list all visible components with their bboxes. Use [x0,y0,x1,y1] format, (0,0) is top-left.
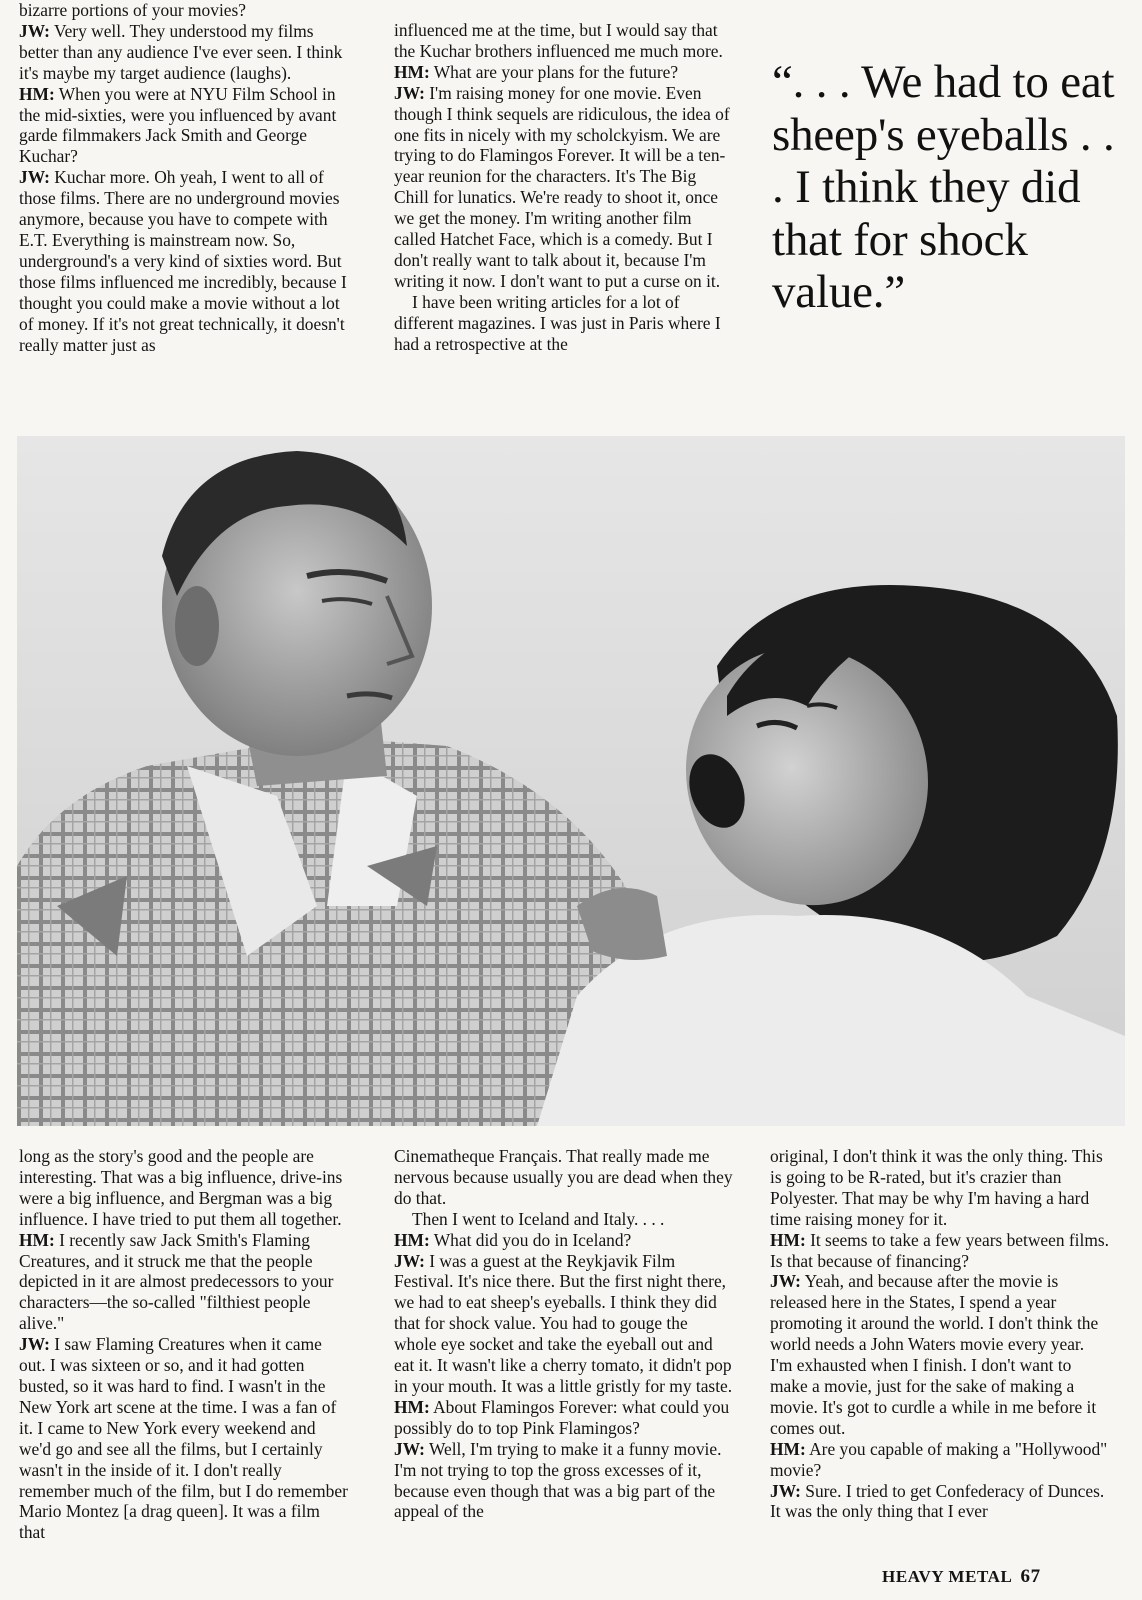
speaker-label: JW: [19,1334,50,1355]
film-still-photo [17,436,1125,1126]
speaker-label: JW: [770,1271,801,1292]
article-column-top-middle [394,20,734,355]
speaker-label: JW: [19,167,50,188]
speaker-label: JW: [394,82,425,103]
paragraph-text: Kuchar more. Oh yeah, I went to all of those films. There are no underground movies anymore, because you have to compete with E.T. Everything is mainstream now. So, underground's a very kind of sixties word. But those films influenced me incredibly, because I thought you could make a movie without a lot of money. If it's not great technically, it doesn't really matter just as [19,167,347,355]
article-paragraph [394,1230,734,1251]
article-paragraph [19,84,349,168]
speaker-label: HM: [394,61,430,82]
article-paragraph [770,1481,1110,1523]
article-paragraph [394,1209,734,1230]
paragraph-text: About Flamingos Forever: what could you possibly do to top Pink Flamingos? [394,1396,730,1438]
speaker-label: JW: [394,1438,425,1459]
article-paragraph [394,1251,734,1397]
paragraph-text: What did you do in Iceland? [429,1229,632,1250]
paragraph-text: I recently saw Jack Smith's Flaming Creatures, and it struck me that the people depicted in it are almost predecessors to your characters—the so-called "filthiest people alive." [19,1229,334,1334]
article-paragraph: influenced me at the time, but I would say that the Kuchar brothers influenced me much more. [394,20,723,61]
article-paragraph [394,292,734,355]
article-paragraph [19,167,349,355]
article-column-bottom-middle [394,1146,734,1522]
pull-quote: “. . . We had to eat sheep's eyeballs . . . I think they did that for shock value.” [772,56,1115,318]
paragraph-text: I saw Flaming Creatures when it came out. I was sixteen or so, and it had gotten busted, so it was hard to find. I wasn't in the New York art scene at the time. I was a fan of it. I came to New York every weekend and we'd go and see all the films, but I certainly wasn't in the inside of it. I don't really remember much of the film, but I do remember Mario Montez [a drag queen]. It was a film that [19,1334,348,1543]
paragraph-text: Are you capable of making a "Hollywood" movie? [770,1438,1108,1480]
paragraph-text: What are your plans for the future? [429,61,679,82]
page-number: 67 [1020,1566,1041,1587]
paragraph-text: I was a guest at the Reykjavik Film Festival. It's nice there. But the first night there, we had to eat sheep's eyeballs. I think they did that for shock value. You had to gouge the whole eye socket and take the eyeball out and eat it. It wasn't like a cherry tomato, it didn't pop in your mouth. It was a little gristly for my taste. [394,1250,733,1396]
article-paragraph [394,1397,734,1439]
paragraph-text: Well, I'm trying to make it a funny movie. I'm not trying to top the gross excesses of it, because even though that was a big part of the appeal of the [394,1438,722,1522]
article-paragraph [19,1334,349,1543]
paragraph-text: It seems to take a few years between films. Is that because of financing? [770,1229,1109,1271]
page-folio [882,1566,1122,1588]
article-paragraph [394,1439,734,1523]
article-paragraph: bizarre portions of your movies? [19,0,246,20]
article-paragraph: Cinematheque Français. That really made me nervous because usually you are dead when they do that. [394,1146,733,1208]
article-column-top-left [19,0,349,355]
paragraph-text: Then I went to Iceland and Italy. . . . [412,1208,665,1229]
speaker-label: JW: [19,20,50,41]
speaker-label: JW: [394,1250,425,1271]
paragraph-text: Sure. I tried to get Confederacy of Dunces. It was the only thing that I ever [770,1480,1105,1522]
article-paragraph [19,21,349,84]
article-paragraph [394,83,734,292]
article-paragraph [19,1230,349,1335]
article-paragraph: long as the story's good and the people are interesting. That was a big influence, drive-ins were a big influence, and Bergman was a big influence. I have tried to put them all together. [19,1146,343,1229]
article-paragraph: original, I don't think it was the only thing. This is going to be R-rated, but it's crazier than Polyester. That may be why I'm having a hard time raising money for it. [770,1146,1103,1229]
article-column-bottom-left [19,1146,349,1543]
speaker-label: HM: [394,1229,430,1250]
paragraph-text: Yeah, and because after the movie is released here in the States, I spend a year promoting it around the world. I don't think the world needs a John Waters movie every year. I'm exhausted when I finish. I don't want to make a movie, just for the sake of making a movie. It's got to curdle a while in me before it comes out. [770,1271,1099,1438]
article-paragraph [770,1230,1110,1272]
speaker-label: HM: [19,83,55,104]
paragraph-text: I'm raising money for one movie. Even though I think sequels are ridiculous, the idea of one fits in nicely with my scholckyism. We are trying to do Flamingos Forever. It will be a ten-year reunion for the characters. It's The Big Chill for lunatics. We're ready to shoot it, once we get the money. I'm writing another film called Hatchet Face, which is a comedy. But I don't really want to talk about it, because I'm writing it now. I don't want to put a curse on it. [394,82,730,291]
article-paragraph [394,62,734,83]
paragraph-text: Very well. They understood my films better than any audience I've ever seen. I think it's maybe my target audience (laughs). [19,20,343,83]
article-column-bottom-right [770,1146,1110,1522]
speaker-label: HM: [19,1229,55,1250]
speaker-label: HM: [770,1438,806,1459]
paragraph-text: I have been writing articles for a lot of different magazines. I was just in Paris where I had a retrospective at the [394,291,721,354]
article-paragraph [770,1271,1110,1438]
magazine-name: HEAVY METAL [882,1567,1013,1586]
speaker-label: HM: [770,1229,806,1250]
speaker-label: HM: [394,1396,430,1417]
article-paragraph [770,1439,1110,1481]
paragraph-text: When you were at NYU Film School in the mid-sixties, were you influenced by avant garde filmmakers Jack Smith and George Kuchar? [19,83,337,167]
film-still-illustration [17,436,1125,1126]
speaker-label: JW: [770,1480,801,1501]
